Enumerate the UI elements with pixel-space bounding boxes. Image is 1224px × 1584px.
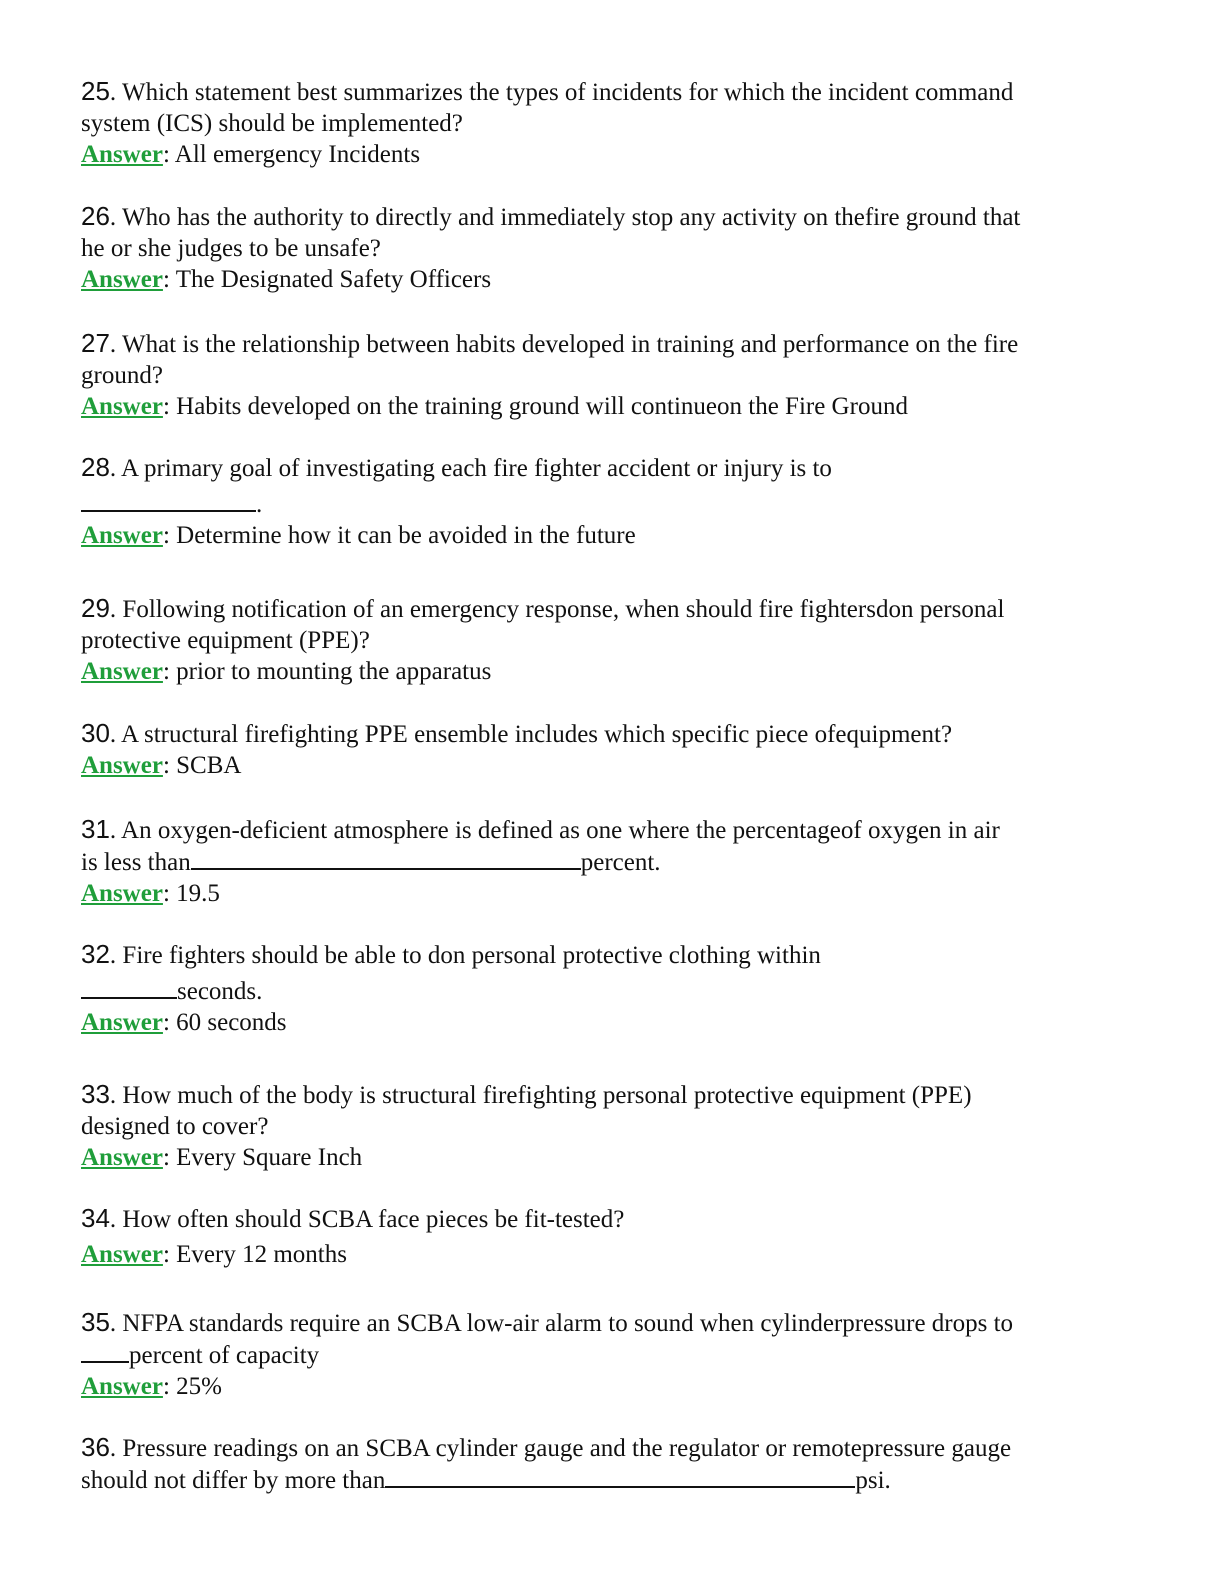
- question-31: 31. An oxygen-deficient atmosphere is defined as one where the percentageof oxygen in air is less than percent. Answer: 19.5: [81, 814, 1000, 907]
- question-text: Who has the authority to directly and immediately stop any activity on thefire ground that: [121, 204, 1021, 231]
- fill-in-blank: [191, 846, 581, 870]
- question-34: 34. How often should SCBA face pieces be fit-tested? Answer: Every 12 months: [81, 1203, 625, 1268]
- question-text-suffix: percent.: [580, 849, 661, 876]
- question-text-prefix: is less than: [81, 849, 191, 876]
- question-text: A structural firefighting PPE ensemble includes which specific piece ofequipment?: [121, 721, 953, 748]
- answer-label: Answer: [81, 1373, 163, 1400]
- answer-text: All emergency Incidents: [174, 141, 421, 168]
- question-35: 35. NFPA standards require an SCBA low-air alarm to sound when cylinderpressure drops to percent of capacity Answer: 25%: [81, 1307, 1014, 1400]
- question-number: 35: [81, 1307, 110, 1337]
- question-text: NFPA standards require an SCBA low-air alarm to sound when cylinderpressure drops to: [122, 1310, 1014, 1337]
- question-33: 33. How much of the body is structural firefighting personal protective equipment (PPE) designed to cover? Answer: Every Square Inch: [81, 1079, 1151, 1173]
- answer-label: Answer: [81, 752, 163, 779]
- answer-label: Answer: [81, 1241, 163, 1268]
- question-text-suffix: .: [256, 491, 263, 518]
- answer-label: Answer: [81, 522, 163, 549]
- question-25: 25. Which statement best summarizes the types of incidents for which the incident command system (ICS) should be implemented? Answer: All emergency Incidents: [81, 76, 1151, 170]
- question-text-line2: system (ICS) should be implemented?: [81, 110, 463, 137]
- question-27: 27. What is the relationship between habits developed in training and performance on the fire ground? Answer: Habits developed on the training ground will continueon the Fire Ground: [81, 328, 1151, 422]
- fill-in-blank: [81, 1339, 129, 1363]
- question-number: 30: [81, 718, 110, 748]
- question-text: A primary goal of investigating each fire fighter accident or injury is to: [121, 455, 832, 482]
- answer-text: prior to mounting the apparatus: [176, 658, 492, 685]
- answer-text: Every Square Inch: [176, 1144, 363, 1171]
- fill-in-blank: [81, 975, 177, 999]
- question-36: 36. Pressure readings on an SCBA cylinder gauge and the regulator or remotepressure gauge should not differ by more than psi.: [81, 1432, 1012, 1494]
- answer-label: Answer: [81, 141, 163, 168]
- answer-text: Every 12 months: [176, 1241, 347, 1268]
- question-text-line2: he or she judges to be unsafe?: [81, 235, 381, 262]
- question-number: 32: [81, 939, 110, 969]
- answer-text: Habits developed on the training ground will continueon the Fire Ground: [176, 393, 908, 420]
- question-28: 28. A primary goal of investigating each fire fighter accident or injury is to . Answer: Determine how it can be avoided in the future: [81, 452, 832, 549]
- answer-label: Answer: [81, 658, 163, 685]
- answer-text: 25%: [176, 1373, 222, 1400]
- question-26: 26. Who has the authority to directly and immediately stop any activity on thefire ground that he or she judges to be unsafe? Answer: The Designated Safety Officers: [81, 201, 1151, 295]
- question-text-prefix: should not differ by more than: [81, 1467, 386, 1494]
- answer-label: Answer: [81, 393, 163, 420]
- question-number: 28: [81, 452, 110, 482]
- question-number: 27: [81, 328, 110, 358]
- answer-label: Answer: [81, 1144, 163, 1171]
- answer-text: 60 seconds: [176, 1009, 287, 1036]
- question-text-suffix: seconds.: [177, 978, 263, 1005]
- question-text: Pressure readings on an SCBA cylinder gauge and the regulator or remotepressure gauge: [122, 1435, 1012, 1462]
- question-text-suffix: psi.: [855, 1467, 891, 1494]
- question-32: 32. Fire fighters should be able to don personal protective clothing within seconds. Answer: 60 seconds: [81, 939, 821, 1036]
- answer-label: Answer: [81, 266, 163, 293]
- question-text: Which statement best summarizes the types of incidents for which the incident command: [121, 79, 1014, 106]
- question-number: 29: [81, 593, 110, 623]
- question-text: What is the relationship between habits developed in training and performance on the fire: [121, 331, 1019, 358]
- question-text: An oxygen-deficient atmosphere is defined as one where the percentageof oxygen in air: [121, 817, 1000, 844]
- question-text-line2: ground?: [81, 362, 163, 389]
- question-text: How much of the body is structural firefighting personal protective equipment (PPE): [122, 1082, 972, 1109]
- question-number: 31: [81, 814, 110, 844]
- question-text: Fire fighters should be able to don personal protective clothing within: [122, 942, 821, 969]
- fill-in-blank: [81, 488, 256, 512]
- answer-text: Determine how it can be avoided in the future: [176, 522, 636, 549]
- question-text-line2: designed to cover?: [81, 1113, 269, 1140]
- answer-label: Answer: [81, 1009, 163, 1036]
- question-30: 30. A structural firefighting PPE ensemble includes which specific piece ofequipment? Answer: SCBA: [81, 718, 953, 779]
- question-number: 34: [81, 1203, 110, 1233]
- question-number: 25: [81, 76, 110, 106]
- answer-text: 19.5: [176, 880, 220, 907]
- question-number: 36: [81, 1432, 110, 1462]
- question-number: 33: [81, 1079, 110, 1109]
- question-text: How often should SCBA face pieces be fit-tested?: [122, 1206, 625, 1233]
- question-text-line2: protective equipment (PPE)?: [81, 627, 370, 654]
- question-number: 26: [81, 201, 110, 231]
- fill-in-blank: [385, 1464, 855, 1488]
- answer-text: The Designated Safety Officers: [175, 266, 492, 293]
- question-text: Following notification of an emergency response, when should fire fightersdon personal: [122, 596, 1005, 623]
- answer-label: Answer: [81, 880, 163, 907]
- question-29: 29. Following notification of an emergency response, when should fire fightersdon personal protective equipment (PPE)? Answer: prior to mounting the apparatus: [81, 593, 1151, 687]
- question-text-suffix: percent of capacity: [129, 1342, 320, 1369]
- answer-text: SCBA: [176, 752, 242, 779]
